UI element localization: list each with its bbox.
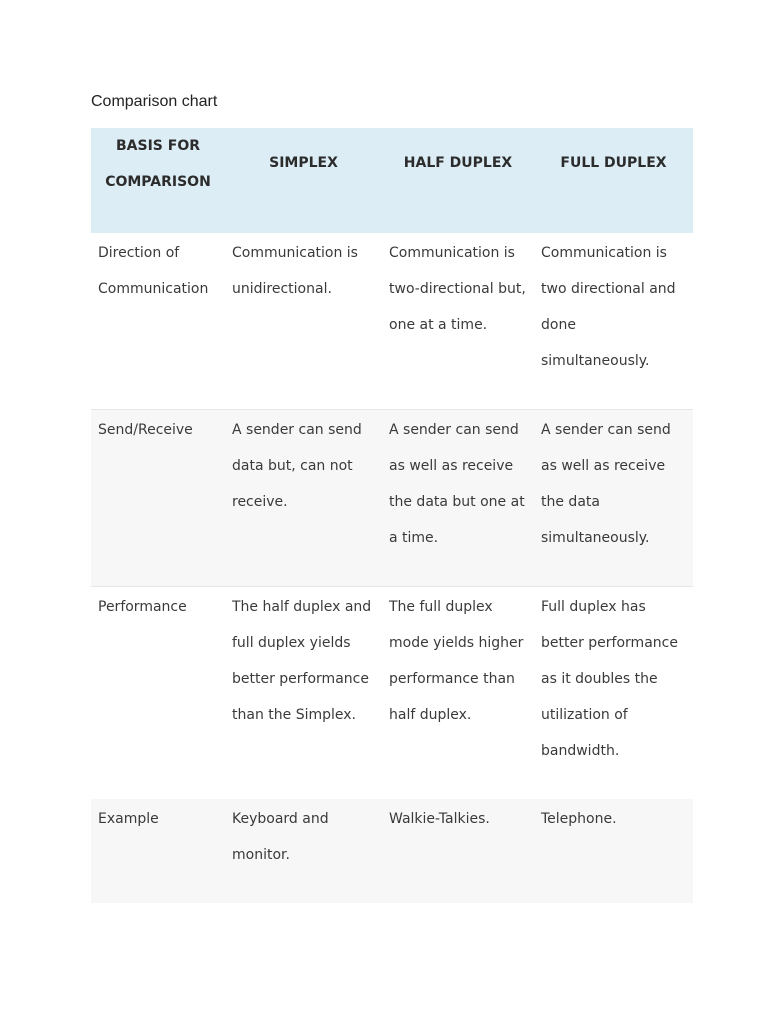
half-duplex-cell: Walkie-Talkies. — [389, 811, 490, 827]
table-row — [91, 409, 693, 586]
table-row — [91, 586, 693, 799]
simplex-cell: The half duplex and full duplex yields better performance than the Simplex. — [232, 598, 372, 723]
full-duplex-cell: A sender can send as well as receive the data simultaneously. — [541, 421, 671, 546]
full-duplex-cell: Communication is two directional and done simultaneously. — [541, 245, 676, 369]
table-header — [91, 128, 693, 233]
header-full-duplex: FULL DUPLEX — [560, 155, 667, 171]
simplex-cell: A sender can send data but, can not receive. — [232, 421, 362, 510]
table-row — [91, 799, 693, 903]
row-label: Performance — [98, 598, 187, 615]
full-duplex-cell: Telephone. — [541, 811, 617, 827]
half-duplex-cell: Communication is two-directional but, one at a time. — [389, 245, 526, 333]
header-simplex: SIMPLEX — [269, 155, 338, 171]
row-label: Send/Receive — [98, 421, 193, 438]
full-duplex-cell: Full duplex has better performance as it doubles the utilization of bandwidth. — [541, 598, 678, 759]
header-row — [91, 128, 693, 233]
header-basis: BASIS FOR COMPARISON — [105, 138, 211, 190]
simplex-cell: Keyboard and monitor. — [232, 811, 329, 863]
simplex-cell: Communication is unidirectional. — [232, 245, 358, 297]
row-label: Direction of Communication — [98, 245, 209, 297]
comparison-table — [91, 128, 693, 903]
half-duplex-cell: The full duplex mode yields higher performance than half duplex. — [389, 598, 524, 723]
row-label: Example — [98, 811, 159, 827]
header-half-duplex: HALF DUPLEX — [403, 155, 513, 171]
table-body — [91, 233, 693, 903]
page-title: Comparison chart — [91, 93, 218, 110]
half-duplex-cell: A sender can send as well as receive the data but one at a time. — [389, 421, 525, 546]
table-row — [91, 233, 693, 409]
